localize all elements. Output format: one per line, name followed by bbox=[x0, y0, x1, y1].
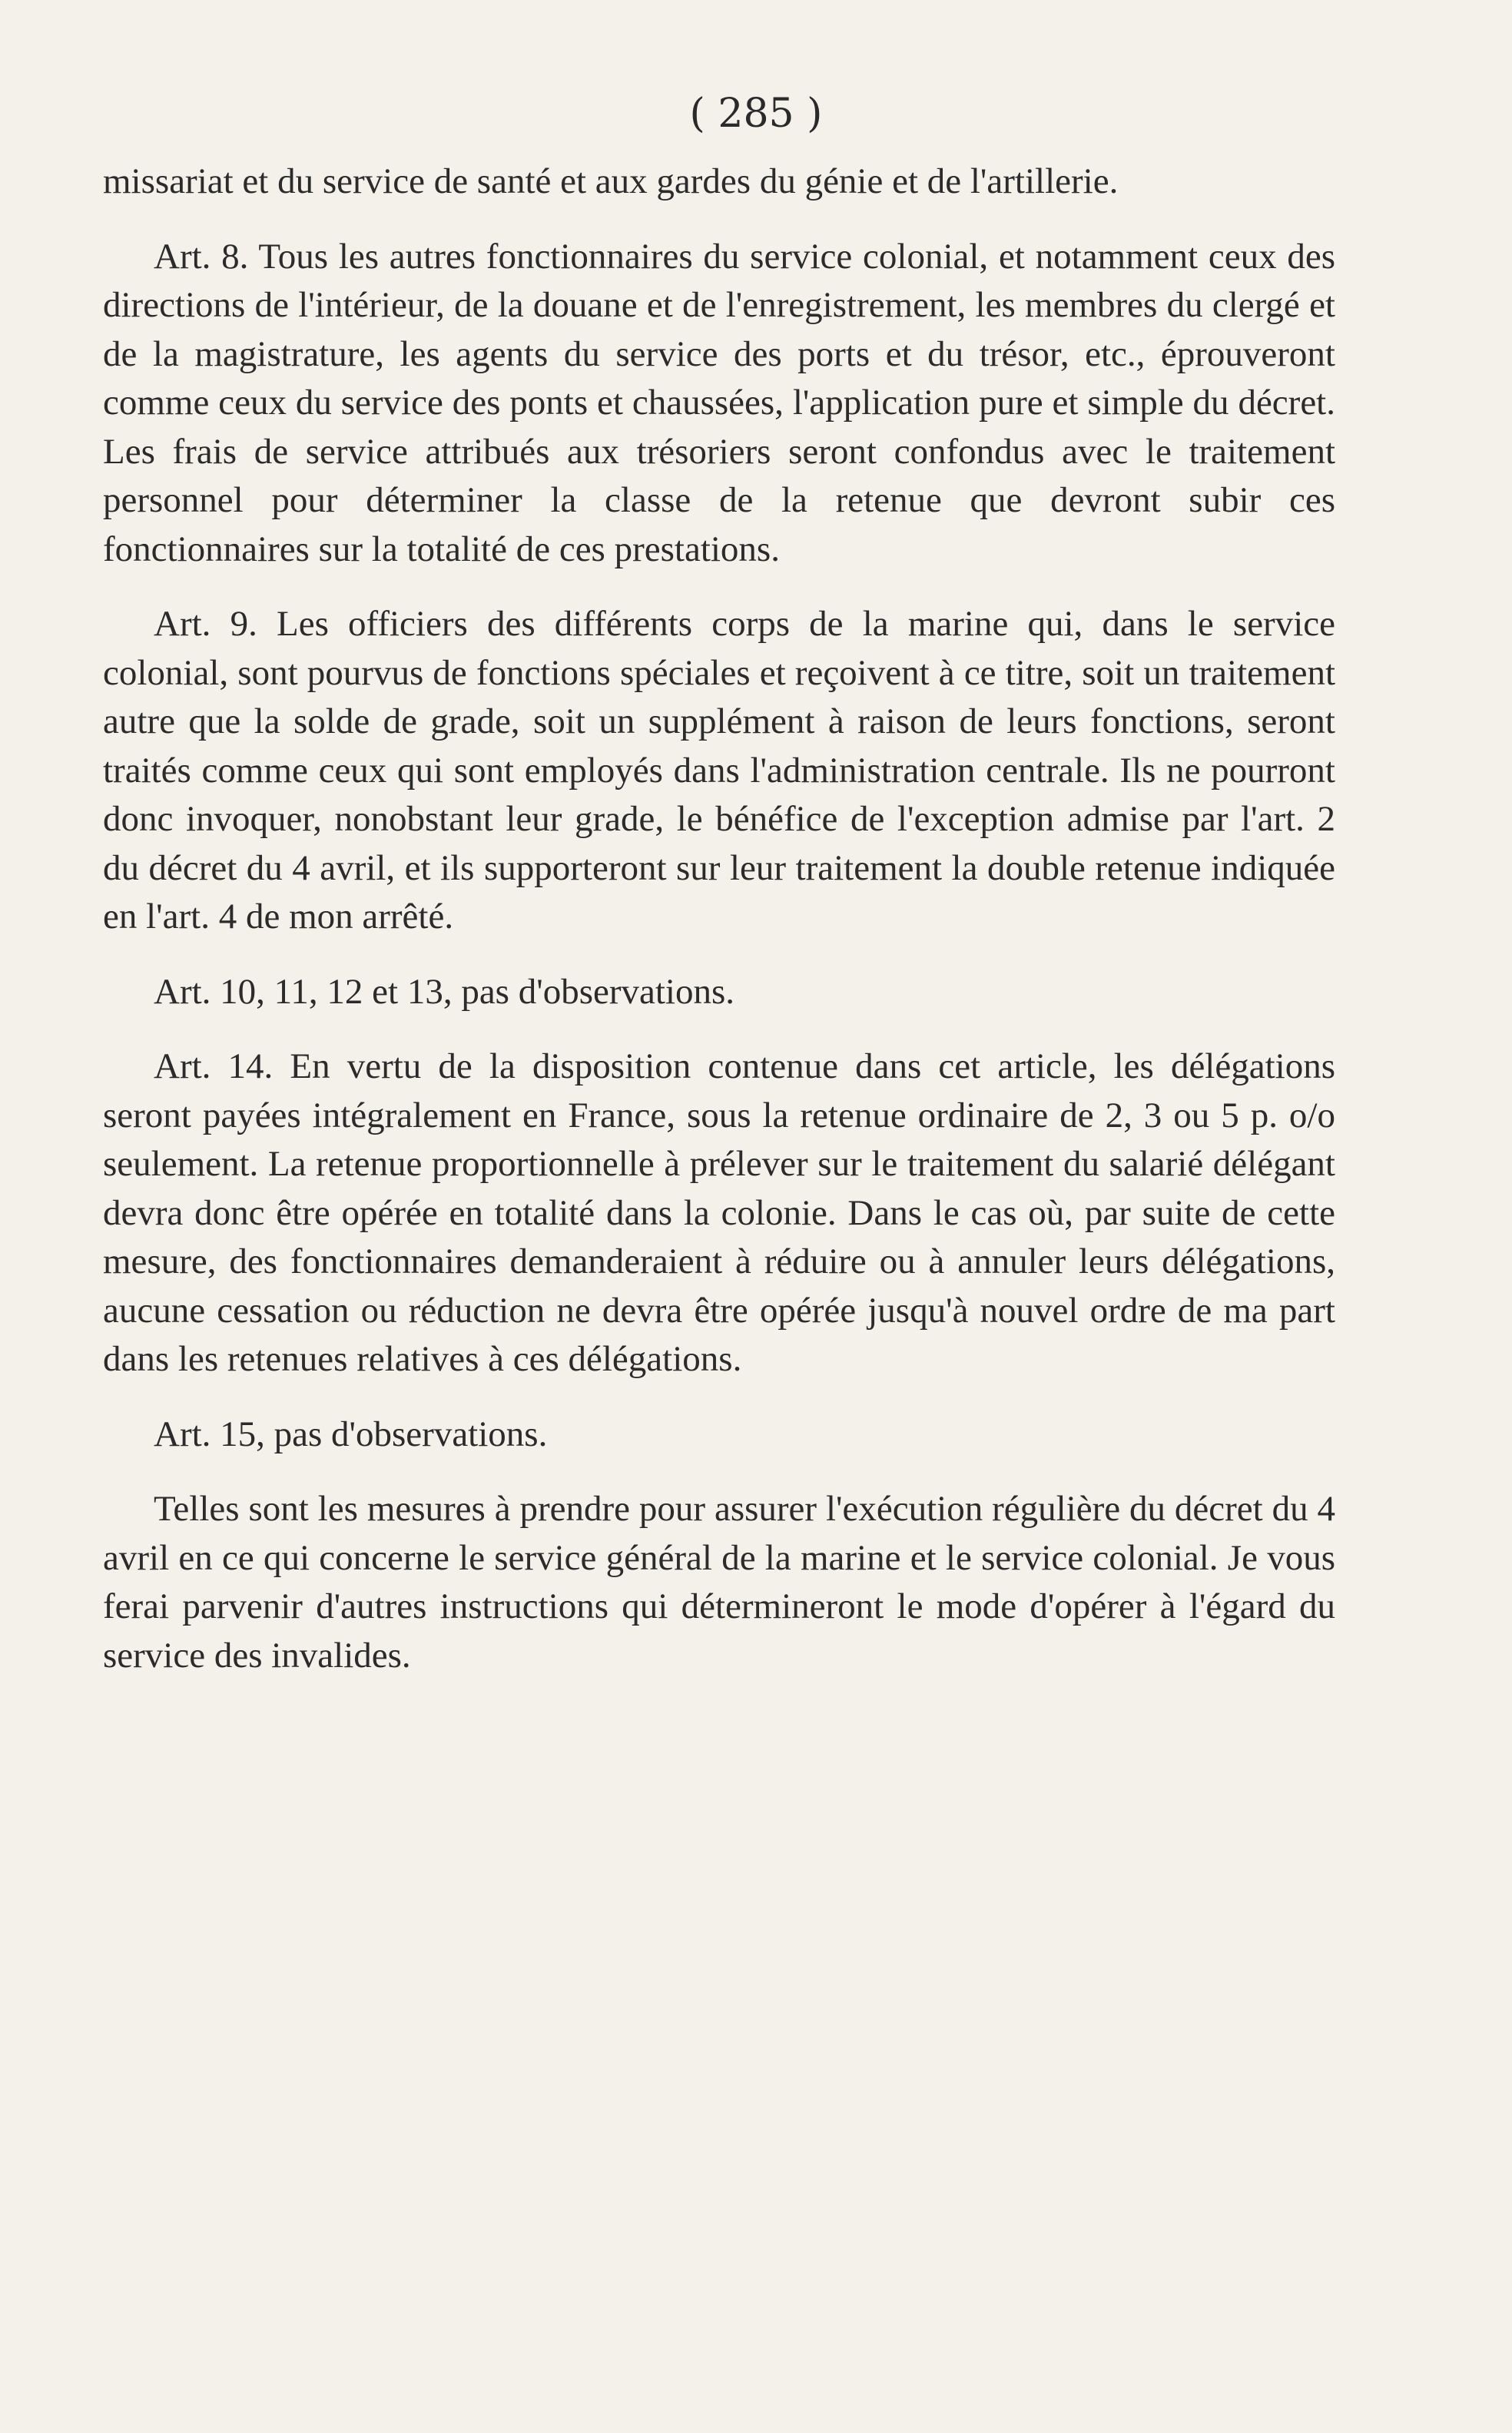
paragraph-art-8: Art. 8. Tous les autres fonctionnaires du service colonial, et notamment ceux des directions de l'intérieur, de la douane et de l'enregistrement, les membres du clergé et de la magistrature, les agents du service des ports et du trésor, etc., éprouveront comme ceux du service des ponts et chaussées, l'application pure et simple du décret. Les frais de service attribués aux trésoriers seront confondus avec le traitement personnel pour déterminer la classe de la retenue que devront subir ces fonctionnaires sur la totalité de ces prestations. bbox=[103, 236, 1335, 569]
page-body bbox=[103, 157, 1335, 1706]
paragraph-art-10-13: Art. 10, 11, 12 et 13, pas d'observations. bbox=[154, 971, 735, 1012]
paragraph-conclusion: Telles sont les mesures à prendre pour assurer l'exécution régulière du décret du 4 avril en ce qui concerne le service général de la marine et le service colonial. Je vous ferai parvenir d'autres instructions qui détermineront le mode d'opérer à l'égard du service des invalides. bbox=[103, 1489, 1335, 1676]
paragraph-art-14: Art. 14. En vertu de la disposition contenue dans cet article, les délégations seront payées intégralement en France, sous la retenue ordinaire de 2, 3 ou 5 p. o/o seulement. La retenue proportionnelle à prélever sur le traitement du salarié délégant devra donc être opérée en totalité dans la colonie. Dans le cas où, par suite de cette mesure, des fonctionnaires demanderaient à réduire ou à annuler leurs délégations, aucune cessation ou réduction ne devra être opérée jusqu'à nouvel ordre de ma part dans les retenues relatives à ces délégations. bbox=[103, 1046, 1335, 1379]
page-number: ( 285 ) bbox=[689, 91, 823, 137]
paragraph-art-9: Art. 9. Les officiers des différents corps de la marine qui, dans le service colonial, sont pourvus de fonctions spéciales et reçoivent à ce titre, soit un traitement autre que la solde de grade, soit un supplément à raison de leurs fonctions, seront traités comme ceux qui sont employés dans l'administration centrale. Ils ne pourront donc invoquer, nonobstant leur grade, le bénéfice de l'exception admise par l'art. 2 du décret du 4 avril, et ils supporteront sur leur traitement la double retenue indiquée en l'art. 4 de mon arrêté. bbox=[103, 604, 1335, 936]
paragraph-art-15: Art. 15, pas d'observations. bbox=[154, 1414, 548, 1454]
paragraph-continuation: missariat et du service de santé et aux gardes du génie et de l'artillerie. bbox=[103, 161, 1119, 201]
